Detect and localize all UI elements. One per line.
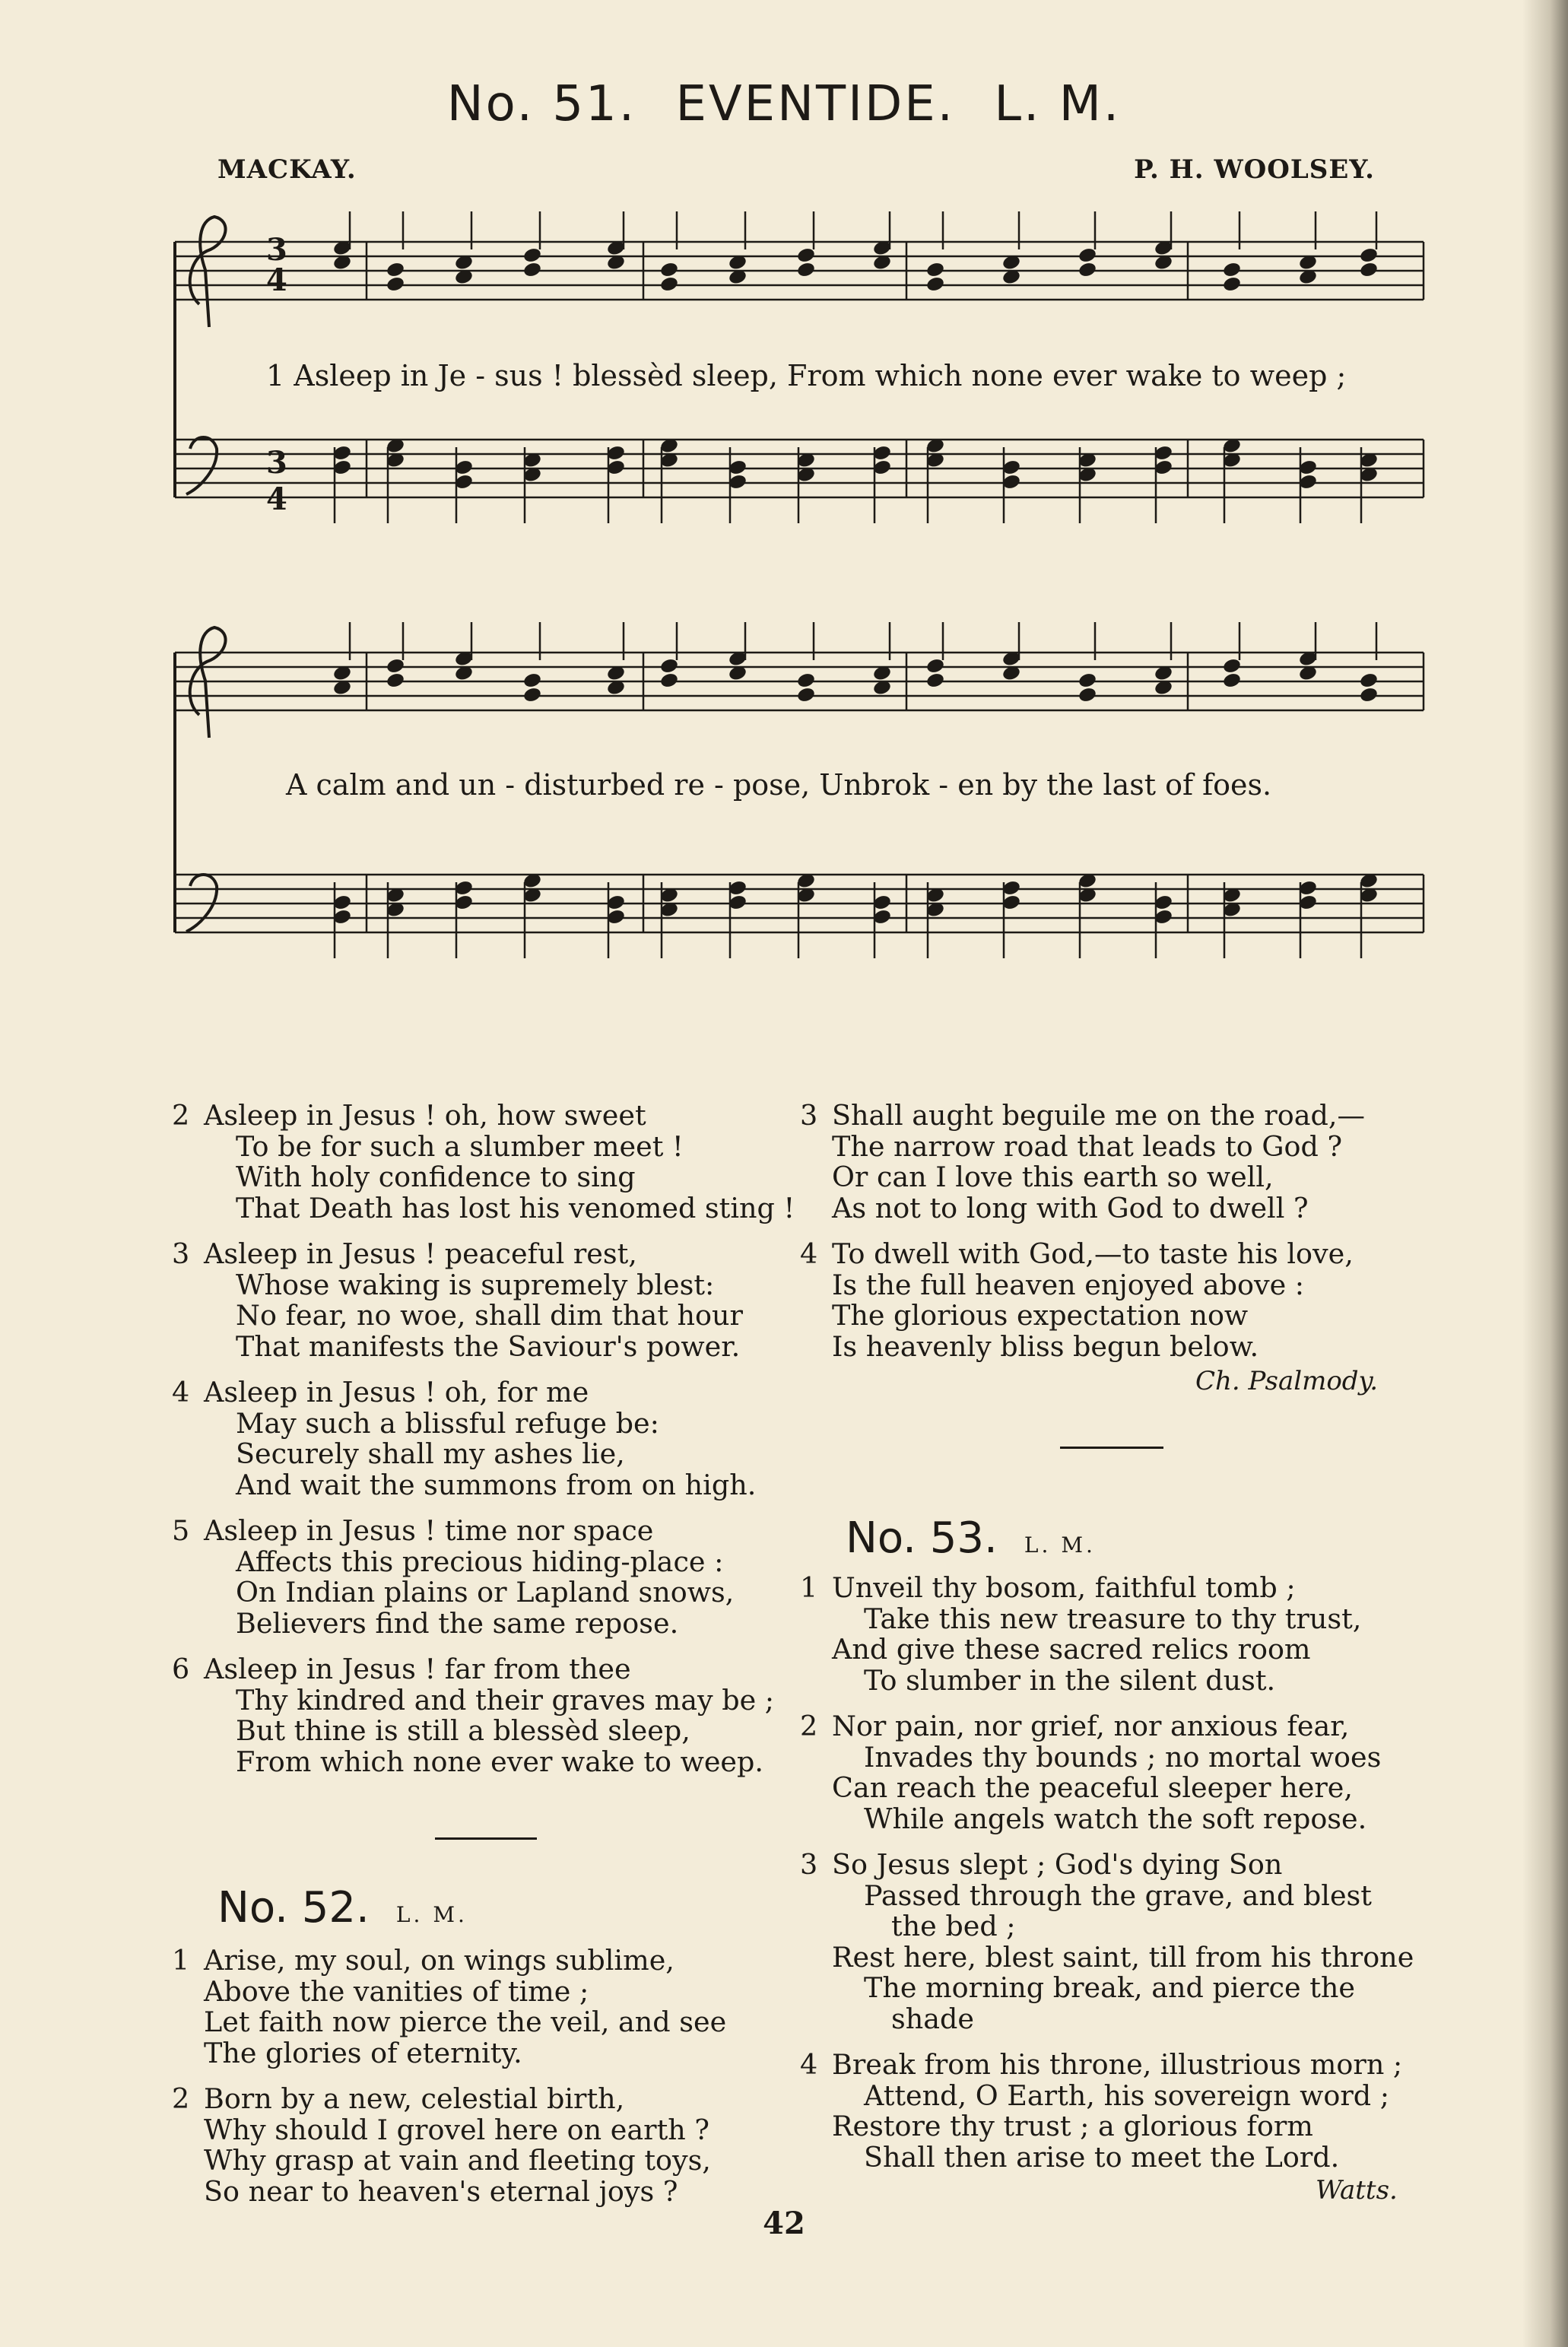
hymn-51-attribution: Ch. Psalmody. bbox=[1195, 1366, 1379, 1396]
clefs bbox=[186, 217, 226, 932]
hymn-52-heading bbox=[217, 1883, 468, 1933]
note-head bbox=[1359, 686, 1379, 703]
lyric-line-2: A calm and un - disturbed re - pose, Unbrok - en by the last of foes. bbox=[286, 768, 1272, 802]
note-head bbox=[1078, 261, 1097, 278]
hymn-51-verses-col2 bbox=[800, 1100, 1365, 1377]
verse bbox=[800, 2050, 1414, 2173]
verse-line: Why should I grovel here on earth ? bbox=[204, 2113, 709, 2146]
verse-line: Asleep in Jesus ! far from thee bbox=[204, 1653, 631, 1685]
verse-line: May such a blissful refuge be: bbox=[236, 1406, 659, 1440]
verse-number: 2 bbox=[172, 1099, 190, 1132]
bass-clef-1 bbox=[186, 437, 217, 494]
note-head bbox=[1222, 672, 1242, 689]
verse-line: Asleep in Jesus ! time nor space bbox=[204, 1514, 654, 1547]
hymn-51-author: P. H. WOOLSEY. bbox=[1134, 154, 1375, 185]
time-sig-bottom-1: 4 bbox=[266, 262, 287, 298]
note-head bbox=[1222, 275, 1242, 293]
hymn-51-verses-col1 bbox=[172, 1100, 795, 1793]
verse-number: 1 bbox=[172, 1944, 190, 1977]
hymn-53-meter: L. M. bbox=[1024, 1532, 1096, 1558]
verse-line: Restore thy trust ; a glorious form bbox=[832, 2110, 1313, 2142]
note-head bbox=[386, 275, 405, 293]
verse bbox=[172, 1100, 795, 1224]
note-head bbox=[659, 261, 679, 278]
verse bbox=[172, 1377, 795, 1501]
verse-number: 3 bbox=[800, 1848, 818, 1881]
verse-line: Born by a new, celestial birth, bbox=[204, 2082, 625, 2115]
note-head bbox=[925, 261, 945, 278]
verse bbox=[800, 1850, 1414, 2034]
time-sig-top-2: 3 bbox=[266, 445, 287, 481]
verse-line: shade bbox=[891, 2002, 974, 2035]
verse-line: But thine is still a blessèd sleep, bbox=[236, 1714, 690, 1747]
hymn-52-verses bbox=[172, 1945, 726, 2222]
hymn-52-number: No. 52. bbox=[217, 1883, 370, 1933]
verse-line: Shall then arise to meet the Lord. bbox=[864, 2140, 1340, 2174]
verse-line: the bed ; bbox=[891, 1910, 1016, 1942]
verse-line: So Jesus slept ; God's dying Son bbox=[832, 1848, 1283, 1881]
divider-rule-left bbox=[435, 1837, 537, 1840]
verse-number: 3 bbox=[172, 1237, 190, 1270]
verse-line: The glories of eternity. bbox=[204, 2036, 522, 2069]
note-head bbox=[796, 261, 816, 278]
hymn-52-meter: L. M. bbox=[395, 1902, 468, 1927]
verse-line: Asleep in Jesus ! oh, how sweet bbox=[204, 1099, 646, 1132]
hymn-51-composer: MACKAY. bbox=[217, 154, 357, 185]
staff-lines bbox=[175, 242, 1424, 932]
verse-line: To be for such a slumber meet ! bbox=[236, 1129, 684, 1163]
verse-line: To slumber in the silent dust. bbox=[864, 1663, 1276, 1697]
verse-line: Unveil thy bosom, faithful tomb ; bbox=[832, 1571, 1296, 1604]
verse-line: Break from his throne, illustrious morn ; bbox=[832, 2048, 1403, 2081]
note-head bbox=[796, 686, 816, 703]
music-score bbox=[0, 0, 1568, 1065]
note-head bbox=[1359, 261, 1379, 278]
hymn-53-verses bbox=[800, 1573, 1414, 2188]
verse-line: Whose waking is supremely blest: bbox=[236, 1268, 715, 1301]
verse bbox=[172, 1654, 795, 1777]
verse bbox=[800, 1711, 1414, 1834]
verse-line: While angels watch the soft repose. bbox=[864, 1802, 1367, 1835]
time-sig-top-1: 3 bbox=[266, 232, 287, 268]
note-head bbox=[925, 672, 945, 689]
verse-number: 4 bbox=[172, 1376, 190, 1409]
verse-line: Why grasp at vain and fleeting toys, bbox=[204, 2144, 711, 2177]
verse-number: 4 bbox=[800, 2048, 818, 2081]
note-head bbox=[925, 275, 945, 293]
note-head bbox=[1078, 686, 1097, 703]
note-head bbox=[796, 672, 816, 689]
note-head bbox=[386, 261, 405, 278]
verse-line: Can reach the peaceful sleeper here, bbox=[832, 1771, 1353, 1804]
note-heads bbox=[332, 211, 1379, 958]
verse-line: Passed through the grave, and blest bbox=[864, 1879, 1372, 1912]
verse-line: Asleep in Jesus ! peaceful rest, bbox=[204, 1237, 637, 1270]
verse-line: The narrow road that leads to God ? bbox=[832, 1129, 1343, 1163]
verse-line: Invades thy bounds ; no mortal woes bbox=[864, 1740, 1382, 1774]
page-number: 42 bbox=[763, 2206, 805, 2241]
verse-number: 3 bbox=[800, 1099, 818, 1132]
verse-line: Rest here, blest saint, till from his throne bbox=[832, 1940, 1414, 1974]
verse-line: Shall aught beguile me on the road,— bbox=[832, 1099, 1365, 1132]
verse-line: Above the vanities of time ; bbox=[204, 1974, 589, 2008]
verse-line: Is the full heaven enjoyed above : bbox=[832, 1268, 1305, 1301]
hymn-51-tune-name: EVENTIDE. bbox=[675, 76, 956, 132]
verse bbox=[172, 1239, 795, 1362]
note-head bbox=[386, 672, 405, 689]
verse-line: Or can I love this earth so well, bbox=[832, 1161, 1274, 1193]
verse-line: The glorious expectation now bbox=[832, 1299, 1249, 1332]
verse-line: And give these sacred relics room bbox=[832, 1633, 1311, 1666]
note-head bbox=[522, 672, 542, 689]
verse-number: 2 bbox=[800, 1710, 818, 1742]
verse-line: That Death has lost his venomed sting ! bbox=[236, 1191, 795, 1224]
verse-line: That manifests the Saviour's power. bbox=[236, 1329, 741, 1363]
verse bbox=[800, 1239, 1365, 1362]
divider-rule-right bbox=[1060, 1447, 1163, 1449]
hymn-51-meter: L. M. bbox=[994, 76, 1122, 132]
verse bbox=[172, 2084, 726, 2207]
note-head bbox=[659, 672, 679, 689]
note-head bbox=[659, 275, 679, 293]
treble-clef-1 bbox=[190, 217, 226, 327]
hymn-53-heading bbox=[846, 1513, 1096, 1563]
verse-line: And wait the summons from on high. bbox=[236, 1468, 757, 1501]
hymn-53-number: No. 53. bbox=[846, 1513, 998, 1563]
verse-line: Thy kindred and their graves may be ; bbox=[236, 1683, 775, 1717]
verse-number: 2 bbox=[172, 2082, 190, 2115]
verse-line: Asleep in Jesus ! oh, for me bbox=[204, 1376, 589, 1409]
note-head bbox=[522, 261, 542, 278]
note-head bbox=[1222, 261, 1242, 278]
verse bbox=[172, 1945, 726, 2069]
verse-line: Arise, my soul, on wings sublime, bbox=[204, 1944, 674, 1977]
verse-line: Attend, O Earth, his sovereign word ; bbox=[864, 2079, 1390, 2112]
lyric-line-1: 1 Asleep in Je - sus ! blessèd sleep, From which none ever wake to weep ; bbox=[266, 359, 1347, 392]
verse-line: To dwell with God,—to taste his love, bbox=[832, 1237, 1354, 1270]
note-head bbox=[522, 686, 542, 703]
verse-line: So near to heaven's eternal joys ? bbox=[204, 2174, 678, 2208]
verse-number: 4 bbox=[800, 1237, 818, 1270]
hymn-53-attribution: Watts. bbox=[1316, 2175, 1398, 2206]
verse bbox=[172, 1516, 795, 1639]
verse-line: As not to long with God to dwell ? bbox=[832, 1191, 1309, 1224]
hymn-51-number: No. 51. bbox=[446, 76, 637, 132]
verse-line: Is heavenly bliss begun below. bbox=[832, 1329, 1259, 1363]
verse bbox=[800, 1573, 1414, 1696]
treble-clef-2 bbox=[190, 627, 226, 738]
note-head bbox=[1359, 672, 1379, 689]
verse-line: Believers find the same repose. bbox=[236, 1606, 679, 1640]
verse-line: From which none ever wake to weep. bbox=[236, 1745, 763, 1778]
verse-number: 6 bbox=[172, 1653, 190, 1685]
verse-line: Take this new treasure to thy trust, bbox=[864, 1602, 1362, 1635]
verse bbox=[800, 1100, 1365, 1224]
verse-line: On Indian plains or Lapland snows, bbox=[236, 1576, 735, 1609]
verse-line: Let faith now pierce the veil, and see bbox=[204, 2006, 727, 2038]
barlines bbox=[175, 242, 1424, 932]
note-head bbox=[1078, 672, 1097, 689]
verse-line: The morning break, and pierce the bbox=[864, 1971, 1355, 2004]
verse-line: Affects this precious hiding-place : bbox=[236, 1545, 724, 1578]
verse-line: No fear, no woe, shall dim that hour bbox=[236, 1299, 743, 1332]
verse-number: 1 bbox=[800, 1571, 818, 1604]
verse-line: With holy confidence to sing bbox=[236, 1161, 636, 1193]
time-sig-bottom-2: 4 bbox=[266, 481, 287, 517]
verse-line: Nor pain, nor grief, nor anxious fear, bbox=[832, 1710, 1350, 1742]
verse-line: Securely shall my ashes lie, bbox=[236, 1437, 625, 1470]
verse-number: 5 bbox=[172, 1514, 190, 1547]
